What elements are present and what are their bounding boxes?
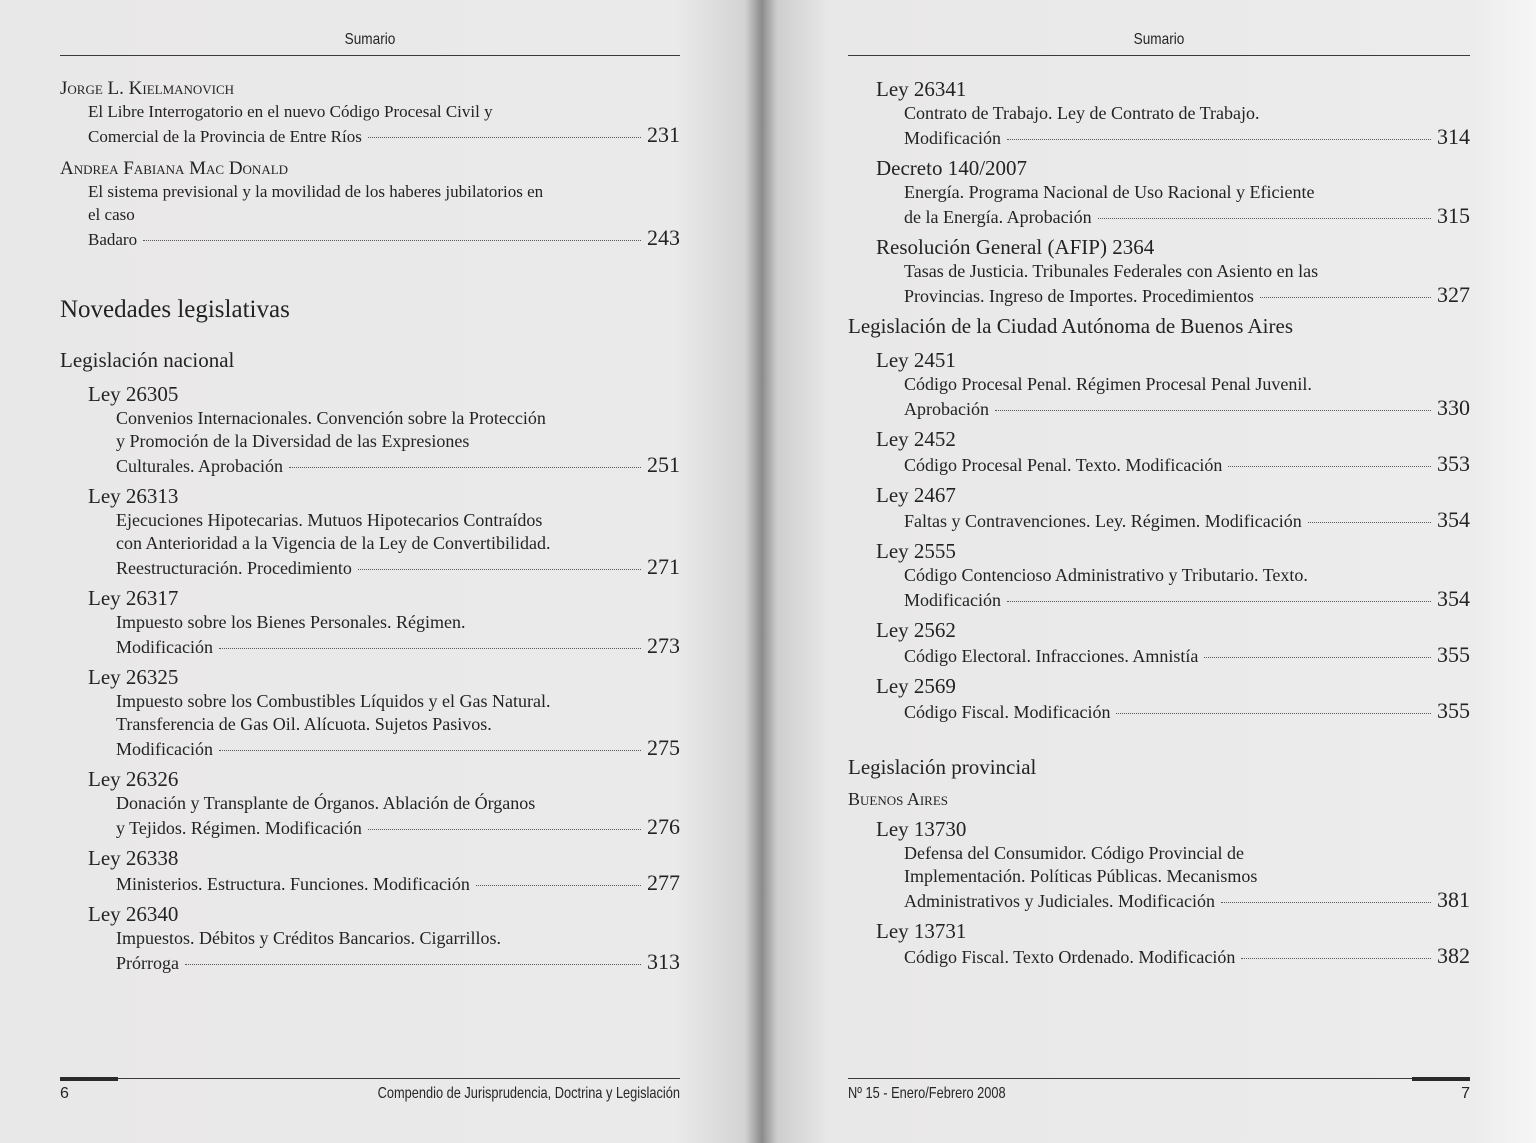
toc-leader-line bbox=[904, 587, 1470, 612]
dot-leader bbox=[219, 648, 641, 649]
description-line: Ejecuciones Hipotecarias. Mutuos Hipotecarios Contraídos bbox=[116, 510, 543, 530]
description-line: Código Contencioso Administrativo y Tributario. Texto. bbox=[904, 565, 1308, 585]
law-list bbox=[848, 76, 1470, 308]
law-description bbox=[904, 260, 1470, 308]
page-ref: 314 bbox=[1437, 124, 1470, 149]
toc-leader-line bbox=[904, 508, 1470, 533]
law-description bbox=[904, 944, 1470, 969]
entry-text: Modificación bbox=[116, 637, 213, 657]
law-list bbox=[60, 381, 680, 975]
running-head: Sumario bbox=[1133, 31, 1185, 48]
law-entry bbox=[88, 845, 680, 896]
description-line: y Promoción de la Diversidad de las Expresiones bbox=[116, 431, 470, 451]
right-page bbox=[848, 0, 1470, 1143]
page-ref: 271 bbox=[647, 554, 680, 579]
law-title: Ley 26326 bbox=[88, 767, 179, 791]
law-title: Decreto 140/2007 bbox=[876, 156, 1028, 180]
title-line: El Libre Interrogatorio en el nuevo Código Procesal Civil y bbox=[88, 102, 493, 121]
law-entry bbox=[88, 901, 680, 975]
law-title: Ley 26341 bbox=[876, 77, 967, 101]
page-ref: 354 bbox=[1437, 507, 1470, 532]
header-rule bbox=[848, 55, 1470, 56]
law-entry bbox=[88, 585, 680, 659]
footer-rule-accent bbox=[60, 1077, 118, 1081]
dot-leader bbox=[143, 240, 641, 241]
entry-text: Badaro bbox=[88, 230, 138, 249]
author-name: Andrea Fabiana Mac Donald bbox=[60, 158, 289, 179]
dot-leader bbox=[1007, 139, 1431, 140]
dot-leader bbox=[1204, 657, 1431, 658]
law-title: Ley 26313 bbox=[88, 484, 179, 508]
entry-text: Modificación bbox=[116, 739, 213, 759]
law-title: Ley 2569 bbox=[876, 674, 956, 698]
toc-leader-line bbox=[116, 736, 680, 761]
law-entry bbox=[876, 155, 1470, 229]
description-line: Código Procesal Penal. Régimen Procesal Penal Juvenil. bbox=[904, 374, 1312, 394]
law-entry bbox=[876, 76, 1470, 150]
law-description bbox=[904, 564, 1470, 612]
page-ref: 381 bbox=[1437, 887, 1470, 912]
law-description bbox=[116, 611, 680, 659]
subsection-heading: Legislación provincial bbox=[848, 755, 1037, 779]
law-description bbox=[904, 452, 1470, 477]
law-title: Ley 26325 bbox=[88, 665, 179, 689]
page-ref: 313 bbox=[647, 949, 680, 974]
law-entry bbox=[88, 381, 680, 478]
description-line: Contrato de Trabajo. Ley de Contrato de Trabajo. bbox=[904, 103, 1260, 123]
page-ref: 273 bbox=[647, 633, 680, 658]
law-entry bbox=[876, 617, 1470, 668]
dot-leader bbox=[1308, 522, 1431, 523]
toc-leader-line bbox=[116, 950, 680, 975]
law-description bbox=[904, 699, 1470, 724]
law-list bbox=[848, 347, 1470, 724]
toc-leader-line bbox=[904, 204, 1470, 229]
law-entry bbox=[876, 426, 1470, 477]
page-ref: 275 bbox=[647, 735, 680, 760]
entry-text: de la Energía. Aprobación bbox=[904, 207, 1092, 227]
law-title: Ley 2562 bbox=[876, 618, 956, 642]
description-line: Transferencia de Gas Oil. Alícuota. Sujetos Pasivos. bbox=[116, 714, 492, 734]
running-head: Sumario bbox=[344, 31, 396, 48]
subsection-heading: Legislación nacional bbox=[60, 348, 235, 372]
page-ref: 353 bbox=[1437, 451, 1470, 476]
header-rule bbox=[60, 55, 680, 56]
entry-text: Código Electoral. Infracciones. Amnistía bbox=[904, 646, 1199, 666]
dot-leader bbox=[289, 467, 641, 468]
entry-text: Provincias. Ingreso de Importes. Procedimientos bbox=[904, 286, 1254, 306]
doctrine-list bbox=[60, 78, 680, 251]
law-description bbox=[116, 792, 680, 840]
page-ref: 277 bbox=[647, 870, 680, 895]
law-title: Ley 2555 bbox=[876, 539, 956, 563]
description-line: Impuesto sobre los Combustibles Líquidos y el Gas Natural. bbox=[116, 691, 551, 711]
dot-leader bbox=[368, 829, 641, 830]
dot-leader bbox=[358, 569, 641, 570]
law-title: Ley 13730 bbox=[876, 817, 967, 841]
law-description bbox=[116, 871, 680, 896]
toc-leader-line bbox=[116, 453, 680, 478]
entry-text: Ministerios. Estructura. Funciones. Modificación bbox=[116, 874, 470, 894]
dot-leader bbox=[1260, 297, 1431, 298]
page-ref: 276 bbox=[647, 814, 680, 839]
description-line: Impuesto sobre los Bienes Personales. Régimen. bbox=[116, 612, 466, 632]
doctrine-entry bbox=[60, 158, 680, 251]
law-title: Ley 26305 bbox=[88, 382, 179, 406]
footer-rule bbox=[848, 1078, 1470, 1079]
entry-text: Culturales. Aprobación bbox=[116, 456, 283, 476]
article-title bbox=[88, 100, 680, 148]
entry-text: y Tejidos. Régimen. Modificación bbox=[116, 818, 362, 838]
description-line: con Anterioridad a la Vigencia de la Ley de Convertibilidad. bbox=[116, 533, 551, 553]
law-description bbox=[116, 509, 680, 580]
law-description bbox=[116, 690, 680, 761]
province-heading: Buenos Aires bbox=[848, 789, 949, 809]
law-title: Ley 2451 bbox=[876, 348, 956, 372]
toc-leader-line bbox=[904, 125, 1470, 150]
toc-leader-line bbox=[116, 815, 680, 840]
description-line: Energía. Programa Nacional de Uso Racional y Eficiente bbox=[904, 182, 1315, 202]
law-entry bbox=[876, 234, 1470, 308]
entry-text: Comercial de la Provincia de Entre Ríos bbox=[88, 127, 362, 146]
description-line: Impuestos. Débitos y Créditos Bancarios. Cigarrillos. bbox=[116, 928, 501, 948]
dot-leader bbox=[1221, 902, 1431, 903]
entry-text: Código Fiscal. Modificación bbox=[904, 702, 1111, 722]
toc-leader-line bbox=[904, 888, 1470, 913]
right-page-content bbox=[848, 76, 1470, 974]
entry-text: Faltas y Contravenciones. Ley. Régimen. Modificación bbox=[904, 511, 1302, 531]
entry-text: Prórroga bbox=[116, 953, 179, 973]
footer-rule-accent bbox=[1412, 1077, 1470, 1081]
dot-leader bbox=[1116, 713, 1431, 714]
law-entry bbox=[876, 538, 1470, 612]
entry-text: Modificación bbox=[904, 128, 1001, 148]
footer-rule bbox=[60, 1078, 680, 1079]
description-line: Defensa del Consumidor. Código Provincial de bbox=[904, 843, 1244, 863]
description-line: Implementación. Políticas Públicas. Mecanismos bbox=[904, 866, 1258, 886]
title-line: el caso bbox=[88, 205, 135, 224]
toc-leader-line bbox=[116, 634, 680, 659]
law-entry bbox=[876, 918, 1470, 969]
toc-leader-line bbox=[904, 396, 1470, 421]
page-number: 6 bbox=[60, 1085, 69, 1102]
description-line: Tasas de Justicia. Tribunales Federales con Asiento en las bbox=[904, 261, 1319, 281]
left-page-content bbox=[60, 76, 680, 980]
law-description bbox=[904, 508, 1470, 533]
page-ref: 355 bbox=[1437, 698, 1470, 723]
law-description bbox=[116, 927, 680, 975]
footer-title: Compendio de Jurisprudencia, Doctrina y Legislación bbox=[377, 1085, 680, 1102]
law-title: Ley 26338 bbox=[88, 846, 179, 870]
entry-text: Código Procesal Penal. Texto. Modificación bbox=[904, 455, 1223, 475]
law-title: Ley 2452 bbox=[876, 427, 956, 451]
footer-issue: Nº 15 - Enero/Febrero 2008 bbox=[848, 1085, 1006, 1102]
law-entry bbox=[876, 673, 1470, 724]
description-line: Convenios Internacionales. Convención sobre la Protección bbox=[116, 408, 546, 428]
author-name: Jorge L. Kielmanovich bbox=[60, 78, 235, 99]
law-description bbox=[904, 181, 1470, 229]
law-title: Ley 13731 bbox=[876, 919, 967, 943]
law-entry bbox=[876, 816, 1470, 913]
page-ref: 354 bbox=[1437, 586, 1470, 611]
page-ref: 330 bbox=[1437, 395, 1470, 420]
dot-leader bbox=[1228, 466, 1431, 467]
toc-leader-line bbox=[904, 643, 1470, 668]
dot-leader bbox=[1098, 218, 1431, 219]
entry-text: Aprobación bbox=[904, 399, 989, 419]
title-line: El sistema previsional y la movilidad de los haberes jubilatorios en bbox=[88, 182, 544, 201]
law-entry bbox=[876, 347, 1470, 421]
law-title: Ley 26340 bbox=[88, 902, 179, 926]
toc-leader-line bbox=[904, 944, 1470, 969]
toc-leader-line bbox=[904, 283, 1470, 308]
law-entry bbox=[88, 766, 680, 840]
page-ref: 315 bbox=[1437, 203, 1470, 228]
law-entry bbox=[876, 482, 1470, 533]
page-ref: 243 bbox=[647, 225, 680, 250]
toc-leader-line bbox=[116, 555, 680, 580]
description-line: Donación y Transplante de Órganos. Ablación de Órganos bbox=[116, 793, 536, 813]
page-ref: 251 bbox=[647, 452, 680, 477]
law-description bbox=[904, 102, 1470, 150]
entry-text: Código Fiscal. Texto Ordenado. Modificación bbox=[904, 947, 1236, 967]
law-title: Resolución General (AFIP) 2364 bbox=[876, 235, 1155, 259]
toc-leader-line bbox=[116, 871, 680, 896]
subsection-heading: Legislación de la Ciudad Autónoma de Buenos Aires bbox=[848, 314, 1293, 338]
toc-leader-line bbox=[904, 452, 1470, 477]
law-list bbox=[848, 816, 1470, 969]
toc-leader-line bbox=[88, 226, 680, 251]
toc-leader-line bbox=[88, 123, 680, 148]
toc-leader-line bbox=[904, 699, 1470, 724]
law-entry bbox=[88, 664, 680, 761]
law-description bbox=[904, 373, 1470, 421]
entry-text: Modificación bbox=[904, 590, 1001, 610]
law-description bbox=[116, 407, 680, 478]
law-description bbox=[904, 643, 1470, 668]
page-ref: 355 bbox=[1437, 642, 1470, 667]
article-title bbox=[88, 180, 680, 251]
section-heading: Novedades legislativas bbox=[60, 296, 290, 323]
entry-text: Administrativos y Judiciales. Modificación bbox=[904, 891, 1215, 911]
dot-leader bbox=[368, 137, 641, 138]
page-number: 7 bbox=[1461, 1085, 1470, 1102]
law-entry bbox=[88, 483, 680, 580]
page-ref: 327 bbox=[1437, 282, 1470, 307]
page-ref: 231 bbox=[647, 122, 680, 147]
dot-leader bbox=[1241, 958, 1431, 959]
page-ref: 382 bbox=[1437, 943, 1470, 968]
doctrine-entry bbox=[60, 78, 680, 148]
dot-leader bbox=[995, 410, 1431, 411]
law-title: Ley 26317 bbox=[88, 586, 179, 610]
dot-leader bbox=[476, 885, 641, 886]
dot-leader bbox=[1007, 601, 1431, 602]
dot-leader bbox=[219, 750, 641, 751]
dot-leader bbox=[185, 964, 641, 965]
law-description bbox=[904, 842, 1470, 913]
entry-text: Reestructuración. Procedimiento bbox=[116, 558, 352, 578]
left-page bbox=[60, 0, 680, 1143]
law-title: Ley 2467 bbox=[876, 483, 956, 507]
